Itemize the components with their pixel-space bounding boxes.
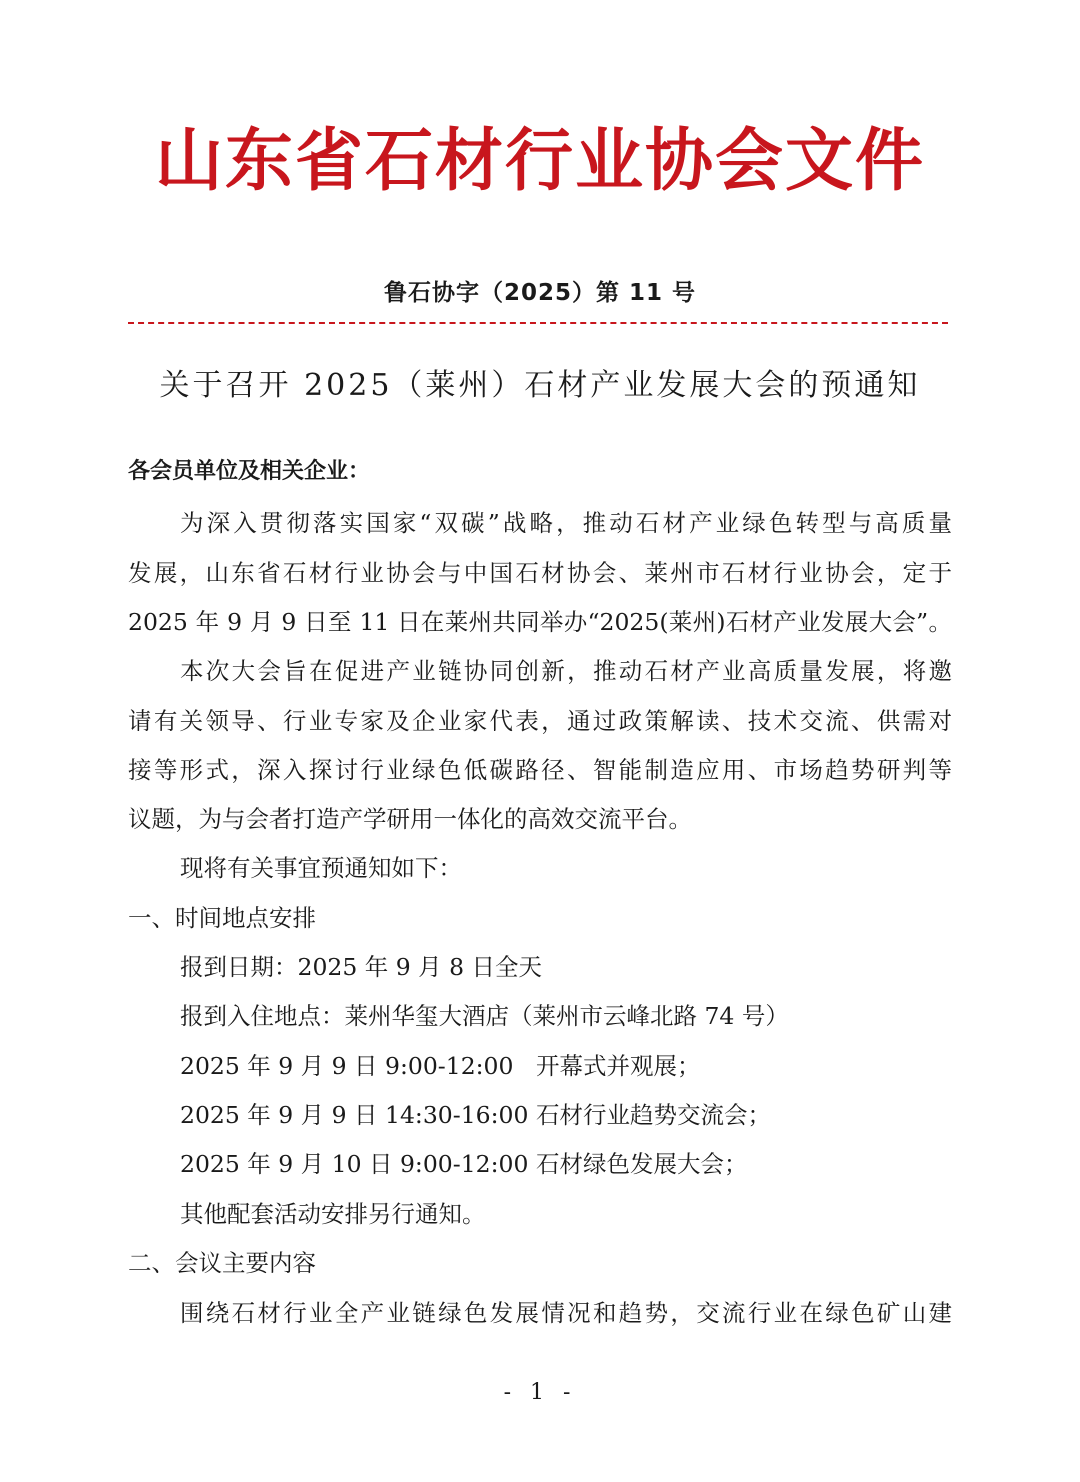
- schedule-time: 2025 年 9 月 9 日 14:30-16:00: [180, 1101, 529, 1129]
- org-document-header: 山东省石材行业协会文件: [154, 122, 925, 201]
- schedule-event: 开幕式并观展；: [536, 1052, 701, 1080]
- section2-line1: 围绕石材行业全产业链绿色发展情况和趋势，交流行业在绿色矿山建: [180, 1299, 952, 1327]
- checkin-venue: 报到入住地点：莱州华玺大酒店（莱州市云峰北路 74 号）: [180, 1002, 789, 1030]
- schedule-row: [180, 1098, 952, 1132]
- salutation: 各会员单位及相关企业：: [128, 459, 371, 484]
- paragraph2-line4: 议题，为与会者打造产学研用一体化的高效交流平台。: [128, 805, 692, 833]
- checkin-date: 报到日期：2025 年 9 月 8 日全天: [180, 953, 543, 981]
- schedule-time: 2025 年 9 月 9 日 9:00-12:00: [180, 1052, 514, 1080]
- section1-heading: 一、时间地点安排: [128, 904, 316, 932]
- paragraph1-line1: 为深入贯彻落实国家“双碳”战略，推动石材产业绿色转型与高质量: [180, 509, 952, 537]
- intro-line: 现将有关事宜预通知如下：: [180, 854, 462, 882]
- other-activities-note: 其他配套活动安排另行通知。: [180, 1200, 486, 1228]
- paragraph2-line1: 本次大会旨在促进产业链协同创新，推动石材产业高质量发展，将邀: [180, 657, 952, 685]
- schedule-row: [180, 1049, 952, 1083]
- schedule-event: 石材行业趋势交流会；: [536, 1101, 771, 1129]
- schedule-time: 2025 年 9 月 10 日 9:00-12:00: [180, 1150, 529, 1178]
- page-number: - 1 -: [503, 1380, 577, 1405]
- schedule-row: [180, 1147, 952, 1181]
- document-number: 鲁石协字（2025）第 11 号: [383, 280, 697, 306]
- schedule-event: 石材绿色发展大会；: [536, 1150, 748, 1178]
- paragraph2-line3: 接等形式，深入探讨行业绿色低碳路径、智能制造应用、市场趋势研判等: [128, 756, 952, 784]
- paragraph1-line2: 发展，山东省石材行业协会与中国石材协会、莱州市石材行业协会，定于: [128, 559, 952, 587]
- paragraph2-line2: 请有关领导、行业专家及企业家代表，通过政策解读、技术交流、供需对: [128, 707, 952, 735]
- paragraph1-line3: 2025 年 9 月 9 日至 11 日在莱州共同举办“2025(莱州)石材产业发展大会”。: [128, 608, 952, 636]
- notice-title: 关于召开 2025（莱州）石材产业发展大会的预通知: [159, 368, 921, 403]
- section2-heading: 二、会议主要内容: [128, 1249, 316, 1277]
- red-divider-line: [128, 322, 948, 324]
